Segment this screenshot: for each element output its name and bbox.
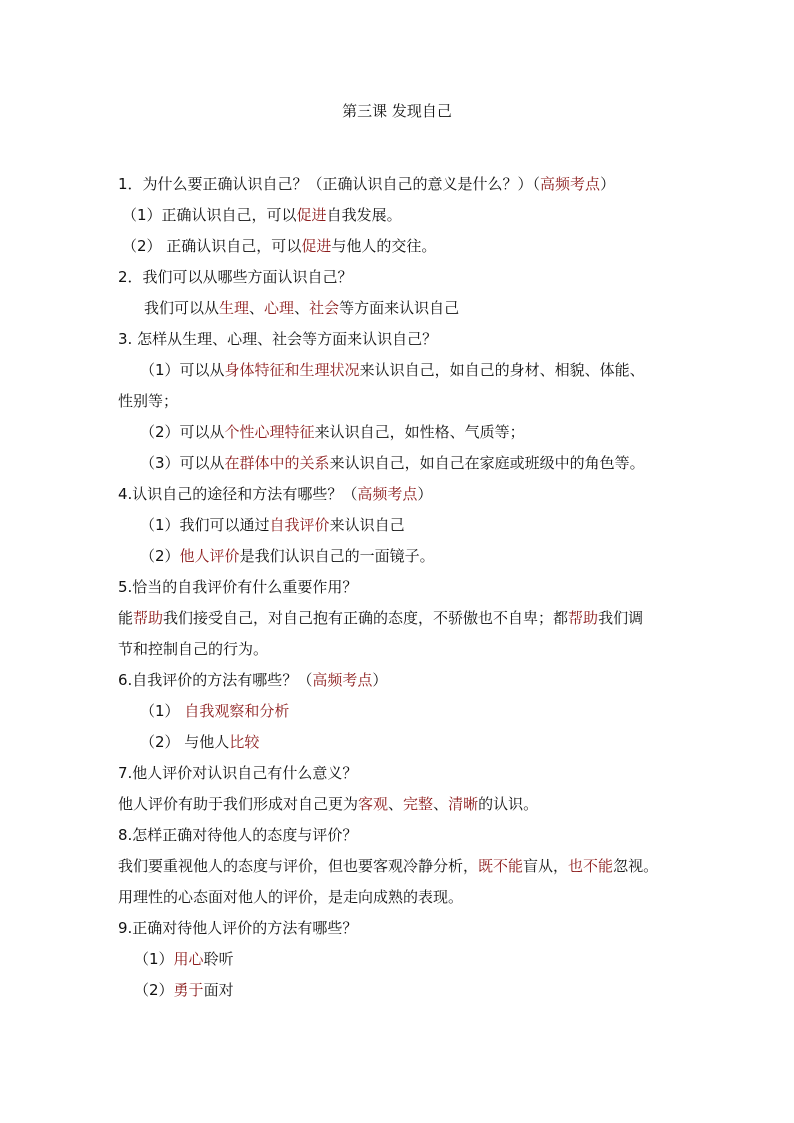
highlighted-keyword: 用心: [173, 950, 204, 968]
text-segment: （2） 与他人: [140, 733, 230, 751]
text-segment: 4.认识自己的途径和方法有哪些？（: [118, 485, 358, 503]
text-segment: 自我发展。: [326, 206, 402, 224]
text-line: [118, 483, 432, 505]
text-segment: 盲从，: [523, 857, 569, 875]
text-segment: 2．我们可以从哪些方面认识自己？: [118, 268, 353, 286]
text-segment: 面对: [203, 981, 234, 999]
highlighted-keyword: 客观: [358, 795, 389, 813]
highlighted-keyword: 既不能: [478, 857, 524, 875]
highlighted-keyword: 个性心理特征: [224, 423, 315, 441]
highlighted-keyword: 比较: [229, 733, 260, 751]
text-segment: 9.正确对待他人评价的方法有哪些？: [118, 919, 358, 937]
highlighted-keyword: 社会: [309, 299, 340, 317]
text-line: [134, 979, 234, 1001]
text-segment: ）: [600, 175, 616, 193]
text-line: [122, 235, 436, 257]
text-segment: （2）: [140, 547, 180, 565]
text-segment: 用理性的心态面对他人的评价，是走向成熟的表现。: [118, 888, 464, 906]
highlighted-keyword: 高频考点: [312, 671, 373, 689]
text-line: [118, 886, 463, 908]
text-segment: （2） 正确认识自己，可以: [122, 237, 302, 255]
text-segment: 我们接受自己，对自己抱有正确的态度，不骄傲也不自卑；都: [163, 609, 569, 627]
text-segment: 3. 怎样从生理、心理、社会等方面来认识自己？: [118, 330, 438, 348]
text-line: [118, 266, 353, 288]
highlighted-keyword: 完整: [403, 795, 434, 813]
text-line: [140, 700, 289, 722]
highlighted-keyword: 高频考点: [540, 175, 601, 193]
text-line: [118, 855, 658, 877]
text-segment: 我们要重视他人的态度与评价，但也要客观冷静分析，: [118, 857, 479, 875]
text-segment: （1）: [134, 950, 174, 968]
text-segment: 与他人的交往。: [331, 237, 437, 255]
text-segment: 、: [249, 299, 265, 317]
text-segment: 来认识自己: [329, 516, 405, 534]
text-line: [118, 824, 357, 846]
text-line: [118, 917, 357, 939]
text-segment: 是我们认识自己的一面镜子。: [239, 547, 435, 565]
highlighted-keyword: 自我评价: [269, 516, 330, 534]
text-segment: （2）: [134, 981, 174, 999]
text-segment: 能: [118, 609, 134, 627]
text-line: [144, 297, 459, 319]
highlighted-keyword: 促进: [296, 206, 327, 224]
text-segment: （1）: [140, 702, 185, 720]
text-segment: 来认识自己，如性格、气质等；: [314, 423, 525, 441]
text-segment: （2）可以从: [140, 423, 225, 441]
text-line: [118, 390, 178, 412]
highlighted-keyword: 清晰: [448, 795, 479, 813]
highlighted-keyword: 他人评价: [179, 547, 240, 565]
highlighted-keyword: 生理: [219, 299, 250, 317]
text-segment: （1）正确认识自己，可以: [122, 206, 297, 224]
text-segment: 5.恰当的自我评价有什么重要作用？: [118, 578, 358, 596]
highlighted-keyword: 心理: [264, 299, 295, 317]
text-line: [140, 452, 645, 474]
text-line: [122, 204, 402, 226]
text-line: [118, 607, 643, 629]
text-segment: 性别等；: [118, 392, 179, 410]
lesson-title: 第三课 发现自己: [342, 102, 452, 120]
text-segment: 他人评价有助于我们形成对自己更为: [118, 795, 359, 813]
text-segment: 、: [294, 299, 310, 317]
text-segment: 聆听: [203, 950, 234, 968]
highlighted-keyword: 帮助: [568, 609, 599, 627]
text-segment: 8.怎样正确对待他人的态度与评价？: [118, 826, 358, 844]
text-segment: 、: [433, 795, 449, 813]
text-line: [140, 359, 645, 381]
text-segment: 来认识自己，如自己在家庭或班级中的角色等。: [329, 454, 645, 472]
text-segment: 我们调: [598, 609, 644, 627]
highlighted-keyword: 自我观察和分析: [184, 702, 290, 720]
text-line: [118, 638, 268, 660]
text-segment: 忽视。: [613, 857, 659, 875]
text-segment: 、: [388, 795, 404, 813]
text-line: [118, 669, 387, 691]
text-segment: ）: [417, 485, 433, 503]
text-line: [140, 545, 435, 567]
highlighted-keyword: 也不能: [568, 857, 614, 875]
text-segment: （3）可以从: [140, 454, 225, 472]
text-segment: 6.自我评价的方法有哪些？（: [118, 671, 313, 689]
text-segment: （1）可以从: [140, 361, 225, 379]
text-segment: 来认识自己，如自己的身材、相貌、体能、: [359, 361, 645, 379]
text-line: [140, 731, 259, 753]
text-line: [118, 793, 538, 815]
highlighted-keyword: 勇于: [173, 981, 204, 999]
text-segment: 7.他人评价对认识自己有什么意义？: [118, 764, 358, 782]
highlighted-keyword: 帮助: [133, 609, 164, 627]
text-segment: 的认识。: [478, 795, 539, 813]
text-segment: 我们可以从: [144, 299, 220, 317]
text-line: [118, 576, 357, 598]
highlighted-keyword: 促进: [301, 237, 332, 255]
highlighted-keyword: 在群体中的关系: [224, 454, 330, 472]
text-segment: 节和控制自己的行为。: [118, 640, 269, 658]
text-line: [140, 514, 405, 536]
text-line: [118, 762, 357, 784]
text-segment: 1．为什么要正确认识自己？（正确认识自己的意义是什么？）（: [118, 175, 541, 193]
highlighted-keyword: 身体特征和生理状况: [224, 361, 360, 379]
text-line: [140, 421, 525, 443]
text-line: [118, 173, 615, 195]
text-segment: （1）我们可以通过: [140, 516, 270, 534]
text-line: [134, 948, 234, 970]
highlighted-keyword: 高频考点: [357, 485, 418, 503]
text-segment: ）: [372, 671, 388, 689]
text-line: [118, 328, 437, 350]
text-segment: 等方面来认识自己: [339, 299, 460, 317]
